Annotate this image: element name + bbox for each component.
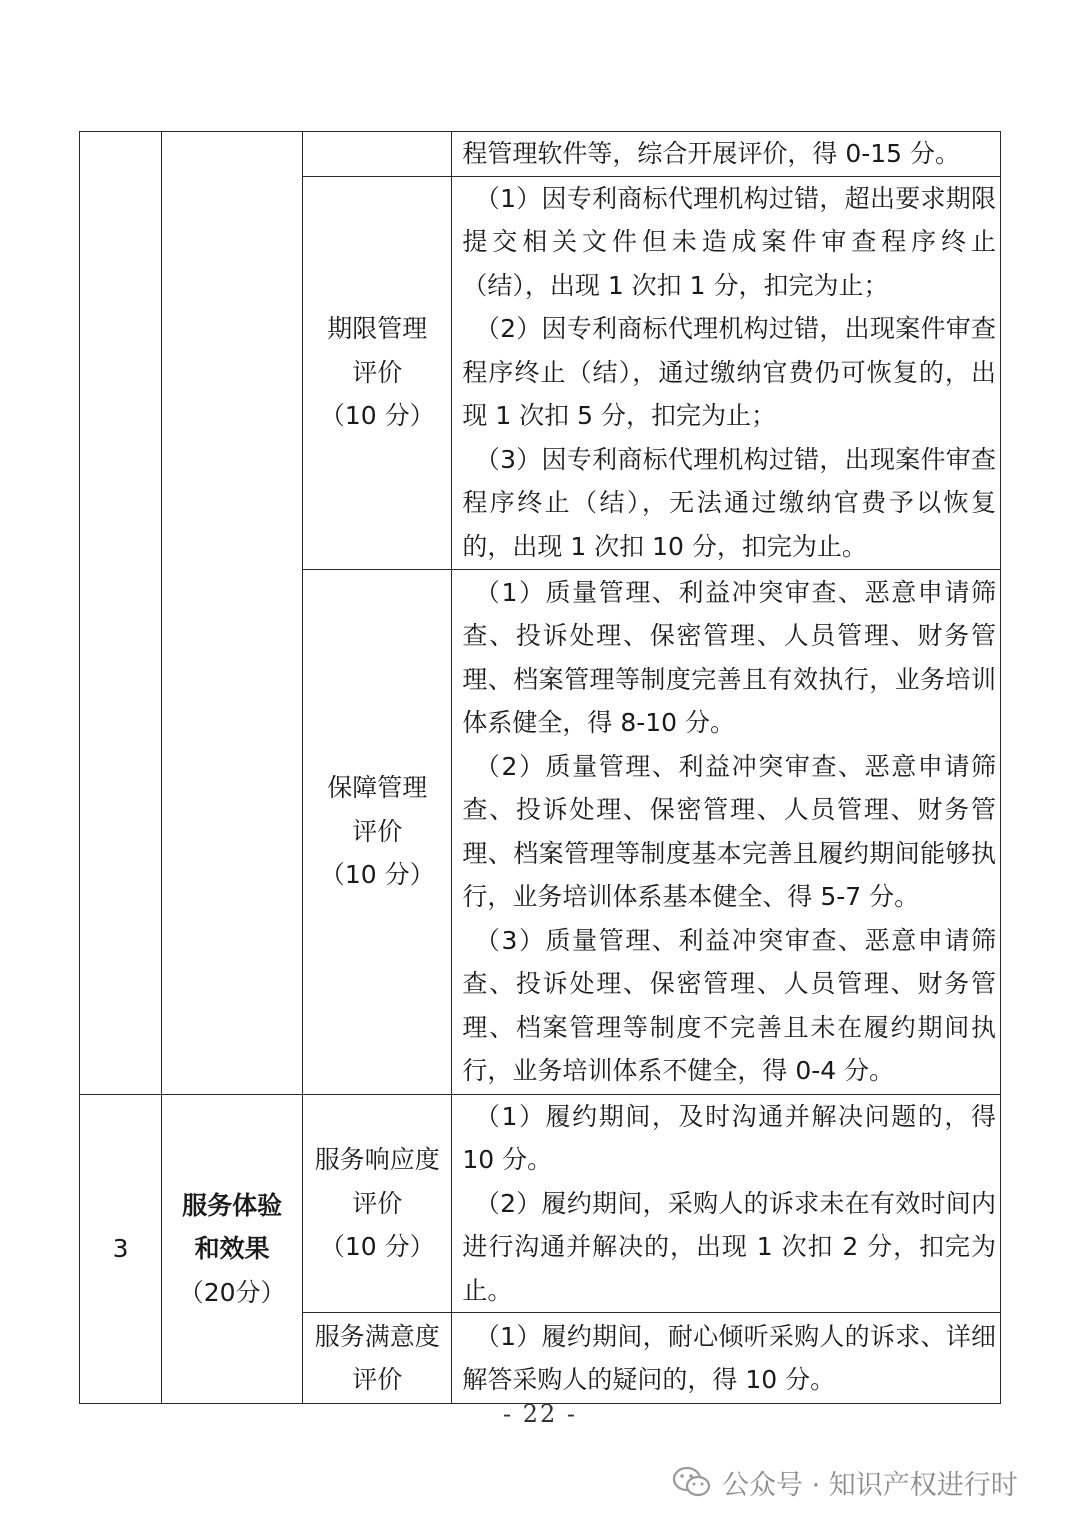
- subitem-label: 评价: [352, 816, 403, 846]
- category-title: 服务体验: [182, 1190, 283, 1220]
- subitem-cell-guarantee: [303, 569, 452, 1094]
- index-cell: [80, 1094, 162, 1404]
- criteria-cell: [452, 176, 1001, 569]
- index-cell-continued: [80, 132, 162, 1095]
- criteria-item: （1）质量管理、利益冲突审查、恶意申请筛查、投诉处理、保密管理、人员管理、财务管理、档案管理等制度完善且有效执行，业务培训体系健全，得 8-10 分。: [462, 577, 996, 737]
- subitem-cell-deadline: [303, 176, 452, 569]
- section-number: 3: [112, 1234, 129, 1263]
- scoring-table: [79, 131, 1001, 1404]
- subitem-score: （10 分）: [319, 401, 435, 431]
- watermark: [672, 1460, 1018, 1504]
- criteria-item: （1）因专利商标代理机构过错，超出要求期限提交相关文件但未造成案件审查程序终止（结），出现 1 次扣 1 分，扣完为止；: [462, 183, 996, 300]
- criteria-cell: [452, 1094, 1001, 1313]
- criteria-item: （1）履约期间，耐心倾听采购人的诉求、详细解答采购人的疑问的，得 10 分。: [462, 1321, 996, 1394]
- subitem-score: （10 分）: [319, 860, 435, 890]
- subitem-label: 服务满意度: [314, 1321, 440, 1351]
- criteria-text: 程管理软件等，综合开展评价，得 0-15 分。: [462, 139, 961, 168]
- criteria-item: （2）履约期间，采购人的诉求未在有效时间内进行沟通并解决的，出现 1 次扣 2 分，扣完为止。: [462, 1188, 996, 1305]
- category-title: 和效果: [194, 1234, 270, 1263]
- subitem-cell-satisfaction: [303, 1313, 452, 1404]
- subitem-label: 评价: [352, 1365, 403, 1394]
- page-number: - 22 -: [502, 1400, 577, 1428]
- subitem-label: 评价: [352, 1188, 403, 1218]
- category-cell: [162, 1094, 303, 1404]
- subitem-label: 评价: [352, 357, 403, 387]
- criteria-cell: [452, 132, 1001, 177]
- category-cell-continued: [162, 132, 303, 1095]
- table-row: [80, 1094, 1001, 1313]
- criteria-cell: [452, 569, 1001, 1094]
- subitem-label: 期限管理: [327, 314, 428, 344]
- criteria-item: （3）因专利商标代理机构过错，出现案件审查程序终止（结），无法通过缴纳官费予以恢复的，出现 1 次扣 10 分，扣完为止。: [462, 444, 996, 561]
- criteria-item: （2）因专利商标代理机构过错，出现案件审查程序终止（结），通过缴纳官费仍可恢复的，出现 1 次扣 5 分，扣完为止；: [462, 314, 996, 431]
- subitem-score: （10 分）: [319, 1232, 435, 1261]
- table-row: [80, 132, 1001, 177]
- category-score: （20分）: [178, 1277, 286, 1307]
- wechat-icon: [672, 1465, 712, 1499]
- watermark-text: 公众号 · 知识产权进行时: [722, 1469, 1018, 1501]
- subitem-cell-response: [303, 1094, 452, 1313]
- subitem-cell-continued: [303, 132, 452, 177]
- criteria-cell: [452, 1313, 1001, 1404]
- subitem-label: 保障管理: [327, 773, 428, 803]
- criteria-item: （2）质量管理、利益冲突审查、恶意申请筛查、投诉处理、保密管理、人员管理、财务管理、档案管理等制度基本完善且履约期间能够执行，业务培训体系基本健全、得 5-7 分。: [462, 751, 996, 911]
- subitem-label: 服务响应度: [314, 1145, 440, 1174]
- criteria-item: （3）质量管理、利益冲突审查、恶意申请筛查、投诉处理、保密管理、人员管理、财务管理、档案管理等制度不完善且未在履约期间执行，业务培训体系不健全，得 0-4 分。: [462, 925, 996, 1085]
- criteria-item: （1）履约期间，及时沟通并解决问题的，得 10 分。: [462, 1101, 996, 1174]
